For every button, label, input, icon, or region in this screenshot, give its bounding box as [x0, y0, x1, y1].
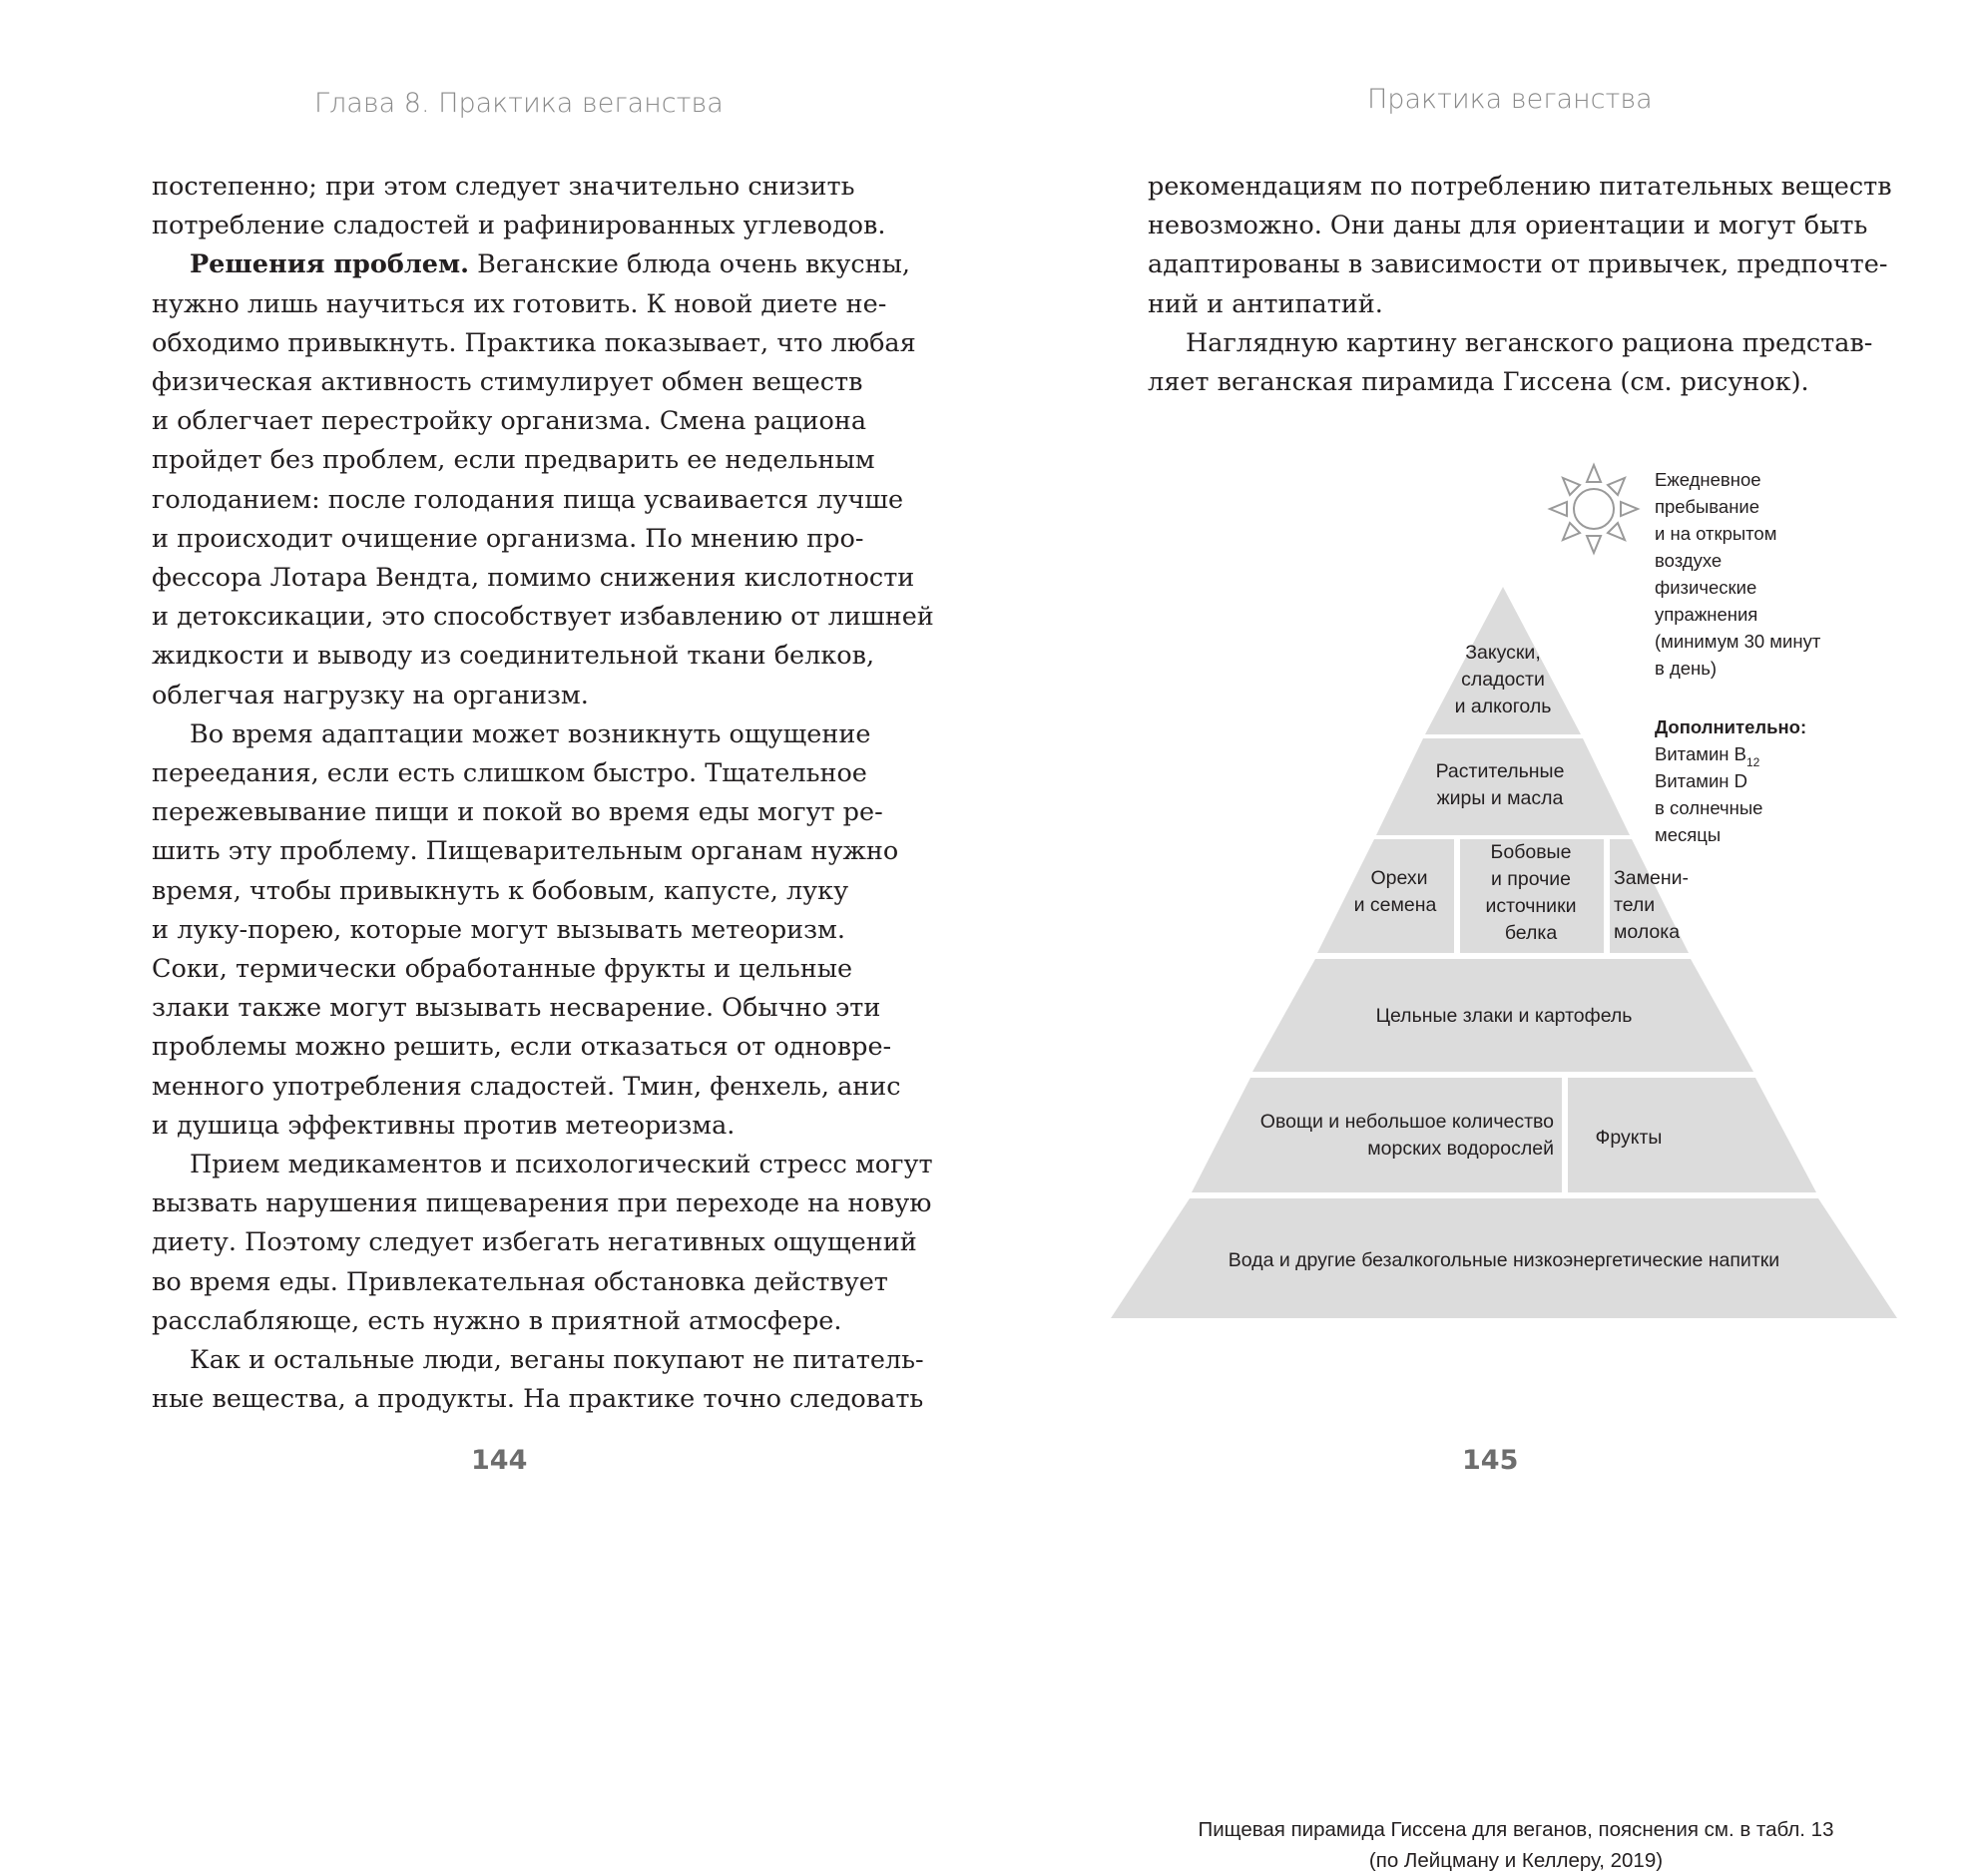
pyramid-svg [1087, 459, 1915, 1357]
text-line: переедания, если есть слишком быстро. Тщательное [152, 758, 867, 789]
supplement-title: Дополнительно: [1655, 716, 1807, 737]
sun-note-line: в день) [1655, 658, 1718, 679]
text-line: рекомендациям по потреблению питательных веществ [1148, 172, 1892, 202]
supplement-note-line: в солнечные [1655, 797, 1763, 818]
tier-nuts-label-1: Орехи [1370, 867, 1428, 889]
supplement-b12 [1655, 743, 1760, 769]
text-line: Прием медикаментов и психологический стресс могут [190, 1150, 933, 1180]
pyramid-tier-vegetables [1192, 1078, 1562, 1192]
text-line: пережевывание пищи и покой во время еды могут ре- [152, 797, 883, 828]
sun-note-line: пребывание [1655, 496, 1760, 517]
text-line: пройдет без проблем, если предварить ее недельным [152, 445, 875, 476]
text-line: Во время адаптации может возникнуть ощущение [190, 718, 871, 749]
supplement-b12-text: Витамин B [1655, 743, 1746, 764]
sun-note-line: и на открытом [1655, 523, 1777, 544]
running-head-right: Практика веганства [1367, 84, 1653, 115]
tier-water-label: Вода и другие безалкогольные низкоэнергетические напитки [1228, 1249, 1780, 1271]
tier-legumes-label-4: белка [1504, 922, 1558, 944]
right-body-text [1148, 168, 1892, 402]
text-line: Соки, термически обработанные фрукты и цельные [152, 954, 853, 985]
tier-legumes-label-2: и прочие [1490, 868, 1572, 890]
text-line: злаки также могут вызывать несварение. Обычно эти [152, 993, 881, 1024]
tier-milk-label-1: Замени- [1614, 867, 1690, 889]
supplement-note-line: месяцы [1655, 824, 1722, 845]
text-line: и происходит очищение организма. По мнению про- [152, 523, 864, 554]
right-page [990, 0, 1981, 1872]
text-line: ний и антипатий. [1148, 288, 1383, 319]
tier-grains-label: Цельные злаки и картофель [1375, 1005, 1633, 1027]
text-line: диету. Поэтому следует избегать негативных ощущений [152, 1227, 917, 1258]
text-line: расслабляюще, есть нужно в приятной атмосфере. [152, 1305, 842, 1336]
text-line: фессора Лотара Вендта, помимо снижения кислотности [152, 563, 915, 594]
left-body-text [152, 168, 934, 1420]
text-line: адаптированы в зависимости от привычек, предпочте- [1148, 249, 1888, 280]
caption-line-2: (по Лейцману и Келлеру, 2019) [1368, 1849, 1664, 1872]
text-line: и луку-порею, которые могут вызывать метеоризм. [152, 914, 845, 945]
text-line: вызвать нарушения пищеварения при переходе на новую [152, 1188, 932, 1219]
text-line: менного употребления сладостей. Тмин, фенхель, анис [152, 1071, 901, 1102]
text-run: Веганские блюда очень вкусны, [469, 249, 911, 280]
text-line: Как и остальные люди, веганы покупают не питатель- [190, 1345, 924, 1376]
text-line: обходимо привыкнуть. Практика показывает, что любая [152, 327, 916, 358]
text-line: Наглядную картину веганского рациона представ- [1186, 327, 1873, 358]
tier-legumes-label-1: Бобовые [1490, 841, 1572, 863]
text-line: проблемы можно решить, если отказаться от одновре- [152, 1032, 892, 1063]
tier-vegetables-label-2: морских водорослей [1367, 1138, 1554, 1160]
text-line: постепенно; при этом следует значительно снизить [152, 172, 855, 202]
text-line: нужно лишь научиться их готовить. К новой диете не- [152, 288, 887, 319]
text-line: шить эту проблему. Пищеварительным органам нужно [152, 836, 899, 867]
text-line: облегчая нагрузку на организм. [152, 680, 589, 710]
text-line: время, чтобы привыкнуть к бобовым, капусте, луку [152, 875, 849, 906]
tier-fruits-label: Фрукты [1595, 1127, 1663, 1149]
supplement-b12-subscript: 12 [1745, 755, 1760, 769]
page-number-right: 145 [1462, 1445, 1519, 1476]
tier-nuts-label-2: и семена [1353, 894, 1437, 916]
tier-legumes-label-3: источники [1485, 895, 1577, 917]
sun-note-line: Ежедневное [1655, 469, 1761, 490]
caption-line-1: Пищевая пирамида Гиссена для веганов, пояснения см. в табл. 13 [1198, 1818, 1834, 1841]
text-line: во время еды. Привлекательная обстановка действует [152, 1266, 888, 1297]
tier-fats-label-1: Растительные [1435, 760, 1565, 782]
figure-caption [1167, 1814, 1865, 1876]
tier-snacks-label-3: и алкоголь [1454, 696, 1552, 717]
tier-milk-label-2: тели [1614, 894, 1656, 916]
text-line: потребление сладостей и рафинированных углеводов. [152, 211, 886, 241]
sun-note-line: воздухе [1655, 550, 1723, 571]
tier-vegetables-label-1: Овощи и небольшое количество [1259, 1111, 1554, 1133]
text-line: и детоксикации, это способствует избавлению от лишней [152, 602, 934, 633]
page-number-left: 144 [471, 1445, 528, 1476]
supplement-vitamin-d: Витамин D [1655, 770, 1747, 791]
text-line: и душица эффективны против метеоризма. [152, 1110, 736, 1141]
text-line: ные вещества, а продукты. На практике точно следовать [152, 1384, 924, 1415]
text-line: жидкости и выводу из соединительной ткани белков, [152, 641, 875, 672]
sun-note-line: упражнения [1655, 604, 1758, 625]
tier-snacks-label-2: сладости [1461, 669, 1545, 691]
sun-icon [1550, 465, 1638, 553]
left-page [0, 0, 990, 1541]
text-line: физическая активность стимулирует обмен веществ [152, 367, 863, 398]
running-head-left: Глава 8. Практика веганства [314, 88, 724, 119]
text-line: голоданием: после голодания пища усваивается лучше [152, 484, 904, 515]
text-line: и облегчает перестройку организма. Смена рациона [152, 406, 867, 437]
sun-note-line: физические [1655, 577, 1757, 598]
text-line: невозможно. Они даны для ориентации и могут быть [1148, 211, 1868, 241]
text-line: ляет веганская пирамида Гиссена (см. рисунок). [1148, 367, 1809, 398]
sun-note-line: (минимум 30 минут [1655, 631, 1821, 652]
bold-run-in-heading: Решения проблем. [190, 249, 470, 280]
tier-milk-label-3: молока [1614, 921, 1681, 943]
text-line [152, 245, 911, 284]
tier-fats-label-2: жиры и масла [1436, 787, 1564, 809]
tier-snacks-label-1: Закуски, [1465, 642, 1541, 664]
